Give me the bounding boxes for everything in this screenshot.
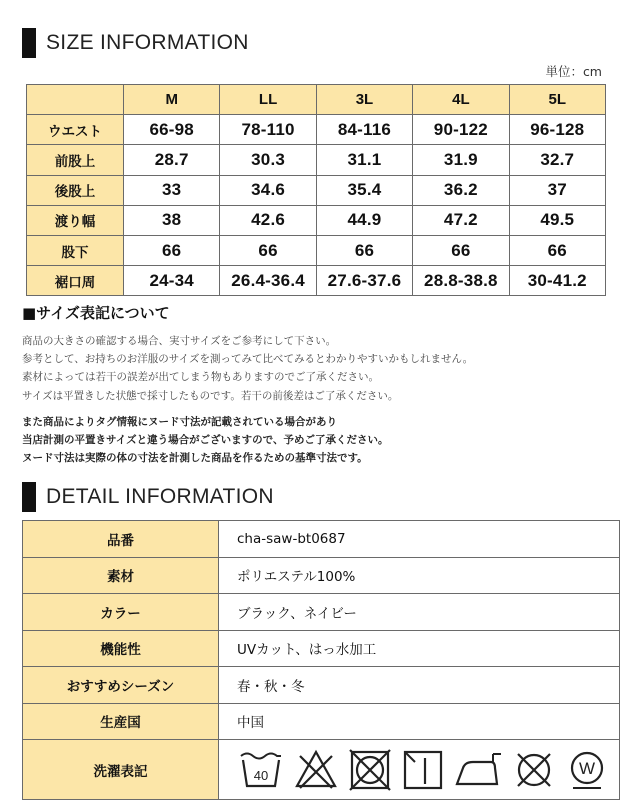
cell: 66 (124, 235, 220, 265)
table-row (23, 521, 620, 558)
size-table (26, 84, 606, 296)
detail-table (22, 520, 620, 800)
row-header-hem: 裾口周 (27, 266, 124, 296)
row-header-inseam: 股下 (27, 235, 124, 265)
cell: 36.2 (413, 175, 509, 205)
cell: 26.4-36.4 (220, 266, 316, 296)
note-line: 参考として、お持ちのお洋服のサイズを測ってみて比べてみるとわかりやすいかもしれません。 (22, 353, 474, 366)
care-symbols-cell (219, 740, 620, 800)
notes-body (22, 332, 473, 405)
detail-section-header (22, 482, 274, 512)
note-line: 素材によっては若干の誤差が出てしまう物もありますのでご了承ください。 (22, 371, 379, 384)
size-table-header-row (27, 85, 606, 115)
cell: 47.2 (413, 205, 509, 235)
cell: 34.6 (220, 175, 316, 205)
note-line: 商品の大きさの確認する場合、実寸サイズをご参考にして下さい。 (22, 335, 337, 347)
cell: 90-122 (413, 115, 509, 145)
no-tumble-dry-icon (347, 748, 393, 792)
line-dry-icon (401, 748, 445, 792)
size-section-title: SIZE INFORMATION (46, 31, 249, 54)
detail-label-item-number: 品番 (23, 521, 219, 558)
header-bar (22, 482, 36, 512)
cell: 28.8-38.8 (413, 266, 509, 296)
detail-label-season: おすすめシーズン (23, 667, 219, 704)
cell: 66 (413, 235, 509, 265)
detail-label-function: 機能性 (23, 630, 219, 667)
no-dry-clean-icon (511, 748, 557, 792)
table-row (23, 630, 620, 667)
table-row (23, 594, 620, 631)
cell: 78-110 (220, 115, 316, 145)
unit-label: 単位：cm (545, 64, 602, 79)
cell: 31.9 (413, 145, 509, 175)
cell: 44.9 (316, 205, 412, 235)
size-table-corner (27, 85, 124, 115)
cell: 96-128 (509, 115, 605, 145)
table-row (27, 205, 606, 235)
size-col-3l: 3L (316, 85, 412, 115)
wash-40-icon (237, 748, 285, 792)
detail-value-color: ブラック、ネイビー (219, 594, 620, 631)
detail-value-item-number: cha-saw-bt0687 (219, 521, 620, 558)
table-row (23, 667, 620, 704)
table-row (27, 145, 606, 175)
detail-value-season: 春・秋・冬 (219, 667, 620, 704)
cell: 31.1 (316, 145, 412, 175)
table-row (23, 557, 620, 594)
no-bleach-icon (293, 748, 339, 792)
detail-section-title: DETAIL INFORMATION (46, 485, 274, 508)
cell: 42.6 (220, 205, 316, 235)
row-header-waist: ウエスト (27, 115, 124, 145)
header-bar (22, 28, 36, 58)
detail-value-material: ポリエステル100% (219, 557, 620, 594)
care-symbols (237, 748, 619, 792)
row-header-back-rise: 後股上 (27, 175, 124, 205)
row-header-thigh: 渡り幅 (27, 205, 124, 235)
cell: 66 (509, 235, 605, 265)
cell: 30.3 (220, 145, 316, 175)
detail-label-color: カラー (23, 594, 219, 631)
wet-clean-letter: W (578, 758, 596, 778)
cell: 37 (509, 175, 605, 205)
note-bold-line: ヌード寸法は実際の体の寸法を計測した商品を作るための基準寸法です。 (22, 452, 368, 465)
wash-temp-label: 40 (253, 767, 269, 783)
note-bold-line: また商品によりタグ情報にヌード寸法が記載されている場合があり (22, 416, 337, 428)
detail-label-origin: 生産国 (23, 703, 219, 740)
notes-bold-body (22, 413, 388, 468)
notes-title: ■サイズ表記について (22, 304, 170, 322)
iron-low-icon (453, 748, 503, 792)
detail-value-origin: 中国 (219, 703, 620, 740)
note-line: サイズは平置きした状態で採寸したものです。若干の前後差はご了承ください。 (22, 389, 399, 402)
cell: 49.5 (509, 205, 605, 235)
cell: 24-34 (124, 266, 220, 296)
cell: 33 (124, 175, 220, 205)
cell: 32.7 (509, 145, 605, 175)
table-row (23, 703, 620, 740)
wet-clean-icon (565, 748, 609, 792)
table-row (27, 115, 606, 145)
cell: 38 (124, 205, 220, 235)
table-row (27, 266, 606, 296)
cell: 84-116 (316, 115, 412, 145)
detail-value-function: UVカット、はっ水加工 (219, 630, 620, 667)
cell: 66 (316, 235, 412, 265)
detail-label-material: 素材 (23, 557, 219, 594)
note-bold-line: 当店計測の平置きサイズと違う場合がございますので、予めご了承ください。 (22, 434, 389, 447)
size-col-5l: 5L (509, 85, 605, 115)
cell: 28.7 (124, 145, 220, 175)
table-row (27, 235, 606, 265)
table-row (27, 175, 606, 205)
size-col-4l: 4L (413, 85, 509, 115)
table-row (23, 740, 620, 800)
cell: 27.6-37.6 (316, 266, 412, 296)
cell: 30-41.2 (509, 266, 605, 296)
cell: 35.4 (316, 175, 412, 205)
row-header-front-rise: 前股上 (27, 145, 124, 175)
cell: 66-98 (124, 115, 220, 145)
cell: 66 (220, 235, 316, 265)
size-col-m: M (124, 85, 220, 115)
size-col-ll: LL (220, 85, 316, 115)
detail-label-care: 洗濯表記 (23, 740, 219, 800)
size-section-header (22, 28, 249, 58)
